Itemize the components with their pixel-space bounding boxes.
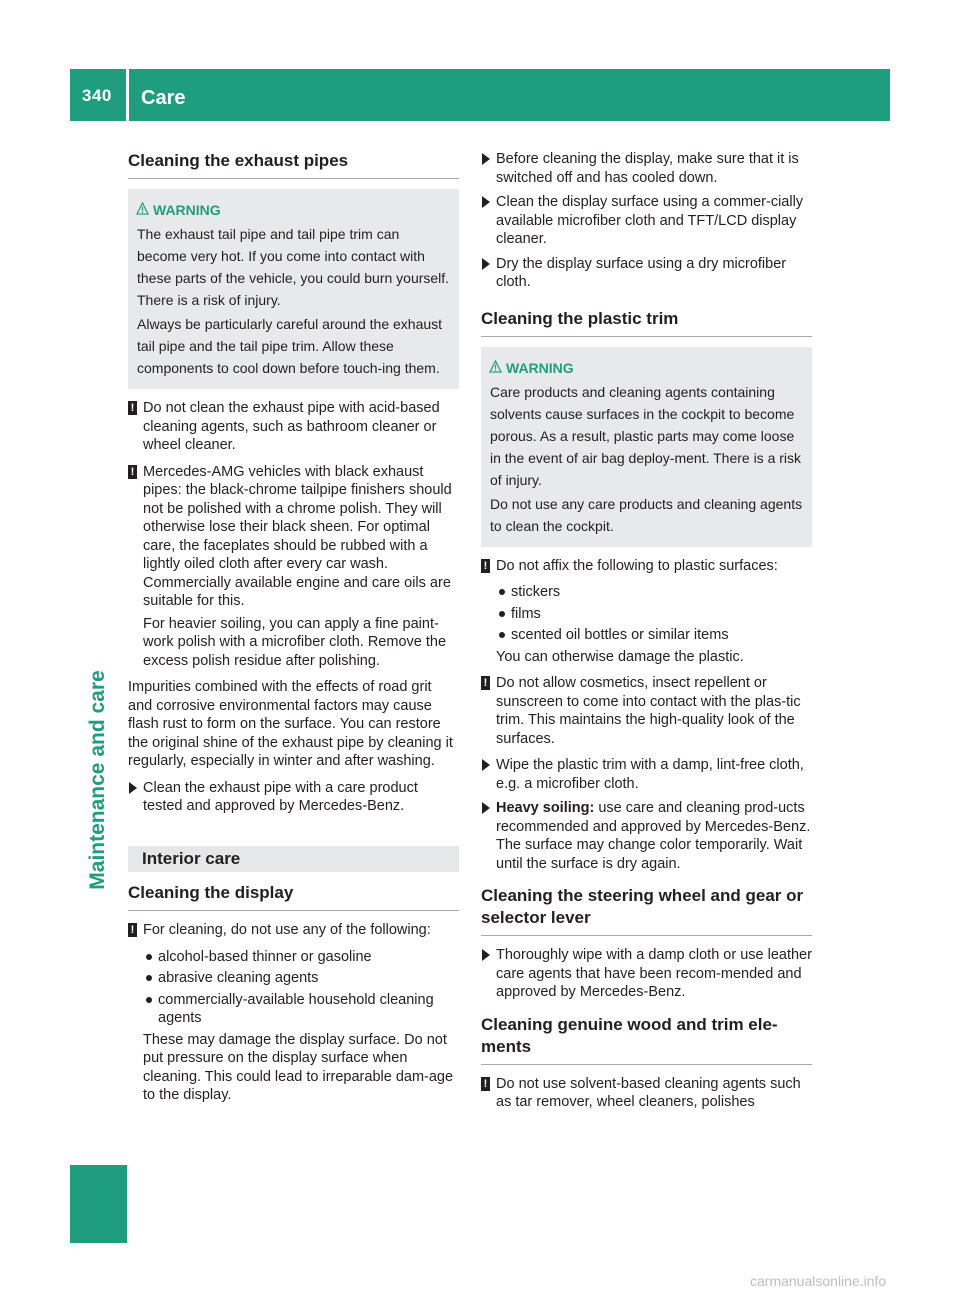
side-tab [70, 1165, 127, 1243]
body-paragraph: Impurities combined with the effects of road grit and corrosive environmental factors may cause flash rust to form on the surface. You can restore the original shine of the exhaust pipe by cleaning it regularly, especially in winter and after washing. [128, 679, 453, 769]
arrow-right-icon [482, 949, 490, 961]
section-heading-exhaust: Cleaning the exhaust pipes [128, 150, 459, 179]
step-item: Dry the display surface using a dry microfiber cloth. [481, 255, 812, 292]
notice-item: ! Do not clean the exhaust pipe with acid-based cleaning agents, such as bathroom cleaner or wheel cleaner. [128, 399, 459, 455]
chapter-title: Care [141, 87, 186, 109]
step-item: Heavy soiling: use care and cleaning prod-ucts recommended and approved by Mercedes-Benz. The surface may change color temporarily. Wait until the surface is dry again. [481, 799, 812, 873]
section-heading-steering: Cleaning the steering wheel and gear or selector lever [481, 885, 812, 936]
list-item: scented oil bottles or similar items [496, 626, 812, 645]
arrow-right-icon [482, 258, 490, 270]
section-heading-plastic: Cleaning the plastic trim [481, 308, 812, 337]
step-item: Before cleaning the display, make sure that it is switched off and has cooled down. [481, 150, 812, 187]
warning-box-plastic [481, 347, 812, 547]
notice-item: ! Do not allow cosmetics, insect repellent or sunscreen to come into contact with the plas-tic trim. This maintains the high-quality look of the surfaces. [481, 674, 812, 748]
body-paragraph: These may damage the display surface. Do not put pressure on the display surface when cleaning. This could lead to irreparable dam-age to the display. [143, 1031, 454, 1103]
bullet-icon [146, 975, 152, 981]
list-item: abrasive cleaning agents [143, 969, 459, 988]
right-column [481, 150, 812, 1120]
warning-box-exhaust [128, 189, 459, 389]
warning-text: Care products and cleaning agents containing solvents cause surfaces in the cockpit to become porous. As a result, plastic parts may come loose in the event of air bag deploy-ment. There is a risk of injury. [490, 383, 802, 488]
bullet-icon [499, 632, 505, 638]
warning-triangle-icon [489, 360, 502, 373]
step-item: Wipe the plastic trim with a damp, lint-free cloth, e.g. a microfiber cloth. [481, 756, 812, 793]
step-item: Clean the display surface using a commer-cially available microfiber cloth and TFT/LCD display cleaner. [481, 193, 812, 249]
arrow-right-icon [482, 759, 490, 771]
bullet-icon [499, 589, 505, 595]
bullet-icon [146, 954, 152, 960]
left-column [128, 150, 459, 1113]
step-item: Thoroughly wipe with a damp cloth or use leather care agents that have been recom-mended and approved by Mercedes-Benz. [481, 946, 812, 1002]
header-bar [70, 69, 890, 121]
header-divider [126, 69, 129, 121]
exclamation-icon: ! [128, 401, 137, 415]
bullet-icon [146, 997, 152, 1003]
list-item: films [496, 605, 812, 624]
warning-triangle-icon [136, 202, 149, 215]
exclamation-icon: ! [481, 559, 490, 573]
notice-item: ! For cleaning, do not use any of the following: [128, 921, 459, 940]
notice-item: ! Do not use solvent-based cleaning agents such as tar remover, wheel cleaners, polishes [481, 1075, 812, 1112]
list-item: alcohol-based thinner or gasoline [143, 948, 459, 967]
section-heading-interior: Interior care [128, 846, 459, 873]
warning-title: WARNING [153, 199, 450, 221]
arrow-right-icon [482, 196, 490, 208]
list-item: commercially-available household cleaning agents [143, 991, 459, 1028]
watermark-link[interactable]: carmanualsonline.info [750, 1273, 887, 1289]
section-heading-wood: Cleaning genuine wood and trim ele-ments [481, 1014, 812, 1065]
warning-title: WARNING [506, 357, 803, 379]
warning-text: Do not use any care products and cleaning agents to clean the cockpit. [490, 495, 803, 534]
list-item: stickers [496, 583, 812, 602]
exclamation-icon: ! [128, 465, 137, 479]
bullet-icon [499, 611, 505, 617]
notice-item: ! Do not affix the following to plastic surfaces: [481, 557, 812, 576]
exclamation-icon: ! [481, 1077, 490, 1091]
arrow-right-icon [129, 782, 137, 794]
side-section-label: Maintenance and care [86, 670, 109, 890]
arrow-right-icon [482, 802, 490, 814]
section-heading-display: Cleaning the display [128, 882, 459, 911]
exclamation-icon: ! [481, 676, 490, 690]
notice-item: ! Mercedes-AMG vehicles with black exhaust pipes: the black-chrome tailpipe finishers should not be polished with a chrome polish. They will otherwise lose their black sheen. For optimal care, the faceplates should be rubbed with a lightly oiled cloth after every car wash. Commercially available engine and care oils are suitable for this. For heavier soiling, you can apply a fine paint-work polish with a microfiber cloth. Remove the excess polish residue after polishing. [128, 463, 459, 671]
step-item: Clean the exhaust pipe with a care product tested and approved by Mercedes-Benz. [128, 779, 459, 816]
arrow-right-icon [482, 153, 490, 165]
page-number: 340 [82, 86, 112, 105]
exclamation-icon: ! [128, 923, 137, 937]
body-paragraph: You can otherwise damage the plastic. [496, 648, 744, 665]
warning-text: Always be particularly careful around the exhaust tail pipe and the tail pipe trim. Allow these components to cool down before touch-ing them. [137, 316, 443, 376]
warning-text: The exhaust tail pipe and tail pipe trim can become very hot. If you come into contact with these parts of the vehicle, you could burn yourself. There is a risk of injury. [137, 226, 450, 308]
